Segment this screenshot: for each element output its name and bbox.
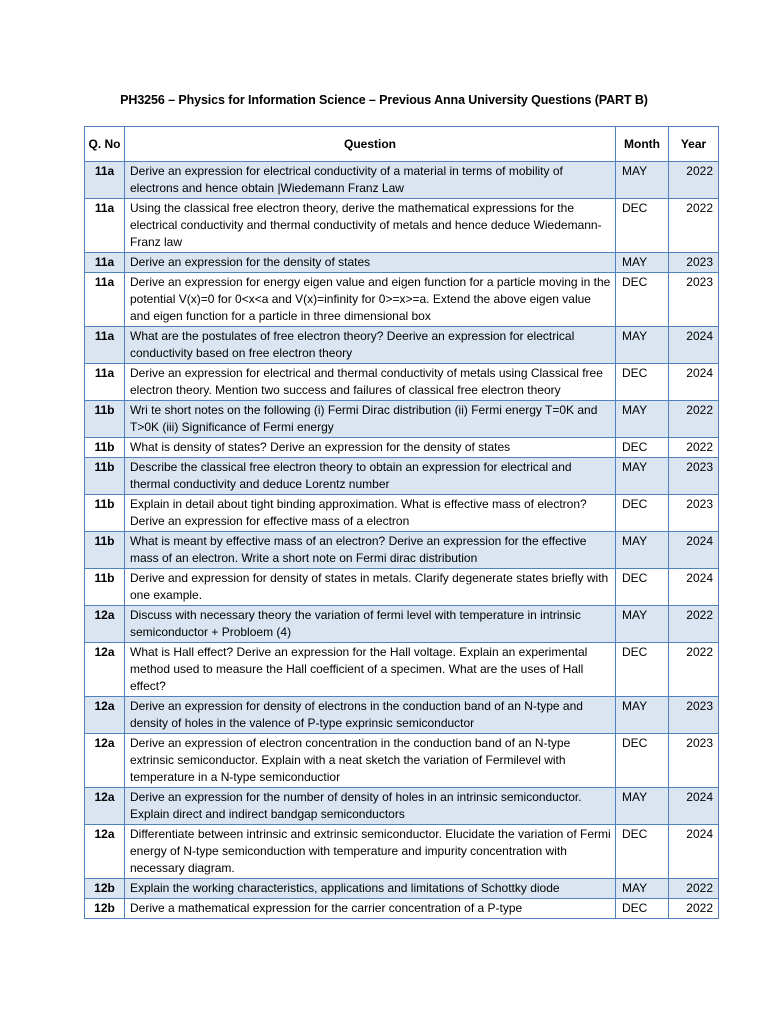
qno-cell: 12a — [85, 643, 125, 697]
qno-cell: 11b — [85, 495, 125, 532]
year-cell: 2022 — [669, 199, 719, 253]
question-cell: Derive an expression for density of electrons in the conduction band of an N-type and density of holes in the valence of P-type exprinsic semiconductor — [125, 697, 616, 734]
table-row — [85, 162, 719, 199]
table-row — [85, 734, 719, 788]
question-cell: Derive an expression of electron concentration in the conduction band of an N-type extrinsic semiconductor. Explain with a neat sketch the variation of Fermilevel with temperature in a N-type semiconductior — [125, 734, 616, 788]
header-month: Month — [616, 127, 669, 162]
question-cell: Discuss with necessary theory the variation of fermi level with temperature in intrinsic semiconductor + Probloem (4) — [125, 606, 616, 643]
header-year: Year — [669, 127, 719, 162]
table-row — [85, 899, 719, 919]
qno-cell: 11a — [85, 327, 125, 364]
qno-cell: 12a — [85, 734, 125, 788]
table-row — [85, 438, 719, 458]
table-row — [85, 606, 719, 643]
month-cell: DEC — [616, 899, 669, 919]
month-cell: DEC — [616, 825, 669, 879]
year-cell: 2024 — [669, 825, 719, 879]
table-row — [85, 273, 719, 327]
month-cell: MAY — [616, 458, 669, 495]
question-cell: Wri te short notes on the following (i) Fermi Dirac distribution (ii) Fermi energy T=0K and T>0K (iii) Significance of Fermi energy — [125, 401, 616, 438]
year-cell: 2024 — [669, 569, 719, 606]
table-row — [85, 569, 719, 606]
document-title: PH3256 – Physics for Information Science – Previous Anna University Questions (PART B) — [120, 93, 648, 107]
question-cell: What is Hall effect? Derive an expression for the Hall voltage. Explain an experimental method used to measure the Hall coefficient of a specimen. What are the uses of Hall effect? — [125, 643, 616, 697]
qno-cell: 12b — [85, 899, 125, 919]
table-row — [85, 458, 719, 495]
month-cell: MAY — [616, 788, 669, 825]
year-cell: 2022 — [669, 162, 719, 199]
year-cell: 2023 — [669, 458, 719, 495]
month-cell: MAY — [616, 879, 669, 899]
table-row — [85, 532, 719, 569]
question-cell: Derive an expression for electrical and thermal conductivity of metals using Classical free electron theory. Mention two success and failures of classical free electron theory — [125, 364, 616, 401]
month-cell: DEC — [616, 199, 669, 253]
question-cell: Derive an expression for the density of states — [125, 253, 616, 273]
table-body — [85, 162, 719, 919]
month-cell: DEC — [616, 643, 669, 697]
question-cell: Describe the classical free electron theory to obtain an expression for electrical and thermal conductivity and deduce Lorentz number — [125, 458, 616, 495]
month-cell: MAY — [616, 606, 669, 643]
question-cell: Derive and expression for density of states in metals. Clarify degenerate states briefly with one example. — [125, 569, 616, 606]
month-cell: DEC — [616, 495, 669, 532]
table-row — [85, 401, 719, 438]
qno-cell: 11b — [85, 569, 125, 606]
year-cell: 2023 — [669, 734, 719, 788]
year-cell: 2024 — [669, 788, 719, 825]
question-cell: Derive an expression for energy eigen value and eigen function for a particle moving in the potential V(x)=0 for 0<x<a and V(x)=infinity for 0>=x>=a. Extend the above eigen value and eigen function for a particle in three dimensional box — [125, 273, 616, 327]
month-cell: DEC — [616, 569, 669, 606]
month-cell: DEC — [616, 273, 669, 327]
table-row — [85, 788, 719, 825]
qno-cell: 12a — [85, 606, 125, 643]
table-row — [85, 643, 719, 697]
question-cell: What is meant by effective mass of an electron? Derive an expression for the effective mass of an electron. Write a short note on Fermi dirac distribution — [125, 532, 616, 569]
question-cell: Explain the working characteristics, applications and limitations of Schottky diode — [125, 879, 616, 899]
qno-cell: 11b — [85, 458, 125, 495]
qno-cell: 11b — [85, 401, 125, 438]
table-row — [85, 879, 719, 899]
table-row — [85, 327, 719, 364]
year-cell: 2023 — [669, 495, 719, 532]
question-cell: Derive an expression for the number of density of holes in an intrinsic semiconductor. Explain direct and indirect bandgap semiconductors — [125, 788, 616, 825]
month-cell: MAY — [616, 532, 669, 569]
qno-cell: 12b — [85, 879, 125, 899]
question-cell: Derive an expression for electrical conductivity of a material in terms of mobility of electrons and hence obtain |Wiedemann Franz Law — [125, 162, 616, 199]
table-row — [85, 364, 719, 401]
year-cell: 2022 — [669, 899, 719, 919]
table-row — [85, 199, 719, 253]
year-cell: 2023 — [669, 253, 719, 273]
qno-cell: 12a — [85, 697, 125, 734]
qno-cell: 11a — [85, 273, 125, 327]
table-row — [85, 495, 719, 532]
qno-cell: 11a — [85, 199, 125, 253]
qno-cell: 11b — [85, 532, 125, 569]
year-cell: 2023 — [669, 273, 719, 327]
question-cell: Derive a mathematical expression for the carrier concentration of a P-type — [125, 899, 616, 919]
qno-cell: 11b — [85, 438, 125, 458]
question-cell: Differentiate between intrinsic and extrinsic semiconductor. Elucidate the variation of Fermi energy of N-type semiconduction with temperature and impurity concentration with necessary diagram. — [125, 825, 616, 879]
header-qno: Q. No — [85, 127, 125, 162]
qno-cell: 11a — [85, 162, 125, 199]
year-cell: 2022 — [669, 606, 719, 643]
month-cell: MAY — [616, 697, 669, 734]
year-cell: 2022 — [669, 438, 719, 458]
table-row — [85, 825, 719, 879]
year-cell: 2023 — [669, 697, 719, 734]
question-cell: Using the classical free electron theory, derive the mathematical expressions for the electrical conductivity and thermal conductivity of metals and hence deduce Wiedemann-Franz law — [125, 199, 616, 253]
qno-cell: 12a — [85, 788, 125, 825]
questions-table — [84, 126, 719, 919]
month-cell: MAY — [616, 253, 669, 273]
year-cell: 2022 — [669, 401, 719, 438]
qno-cell: 12a — [85, 825, 125, 879]
month-cell: DEC — [616, 438, 669, 458]
month-cell: DEC — [616, 734, 669, 788]
question-cell: What is density of states? Derive an expression for the density of states — [125, 438, 616, 458]
table-row — [85, 253, 719, 273]
qno-cell: 11a — [85, 364, 125, 401]
month-cell: MAY — [616, 162, 669, 199]
year-cell: 2024 — [669, 327, 719, 364]
question-cell: What are the postulates of free electron theory? Deerive an expression for electrical conductivity based on free electron theory — [125, 327, 616, 364]
header-question: Question — [125, 127, 616, 162]
question-cell: Explain in detail about tight binding approximation. What is effective mass of electron? Derive an expression for effective mass of a electron — [125, 495, 616, 532]
month-cell: MAY — [616, 327, 669, 364]
year-cell: 2022 — [669, 643, 719, 697]
table-header-row — [85, 127, 719, 162]
year-cell: 2022 — [669, 879, 719, 899]
month-cell: MAY — [616, 401, 669, 438]
year-cell: 2024 — [669, 532, 719, 569]
year-cell: 2024 — [669, 364, 719, 401]
month-cell: DEC — [616, 364, 669, 401]
table-row — [85, 697, 719, 734]
qno-cell: 11a — [85, 253, 125, 273]
